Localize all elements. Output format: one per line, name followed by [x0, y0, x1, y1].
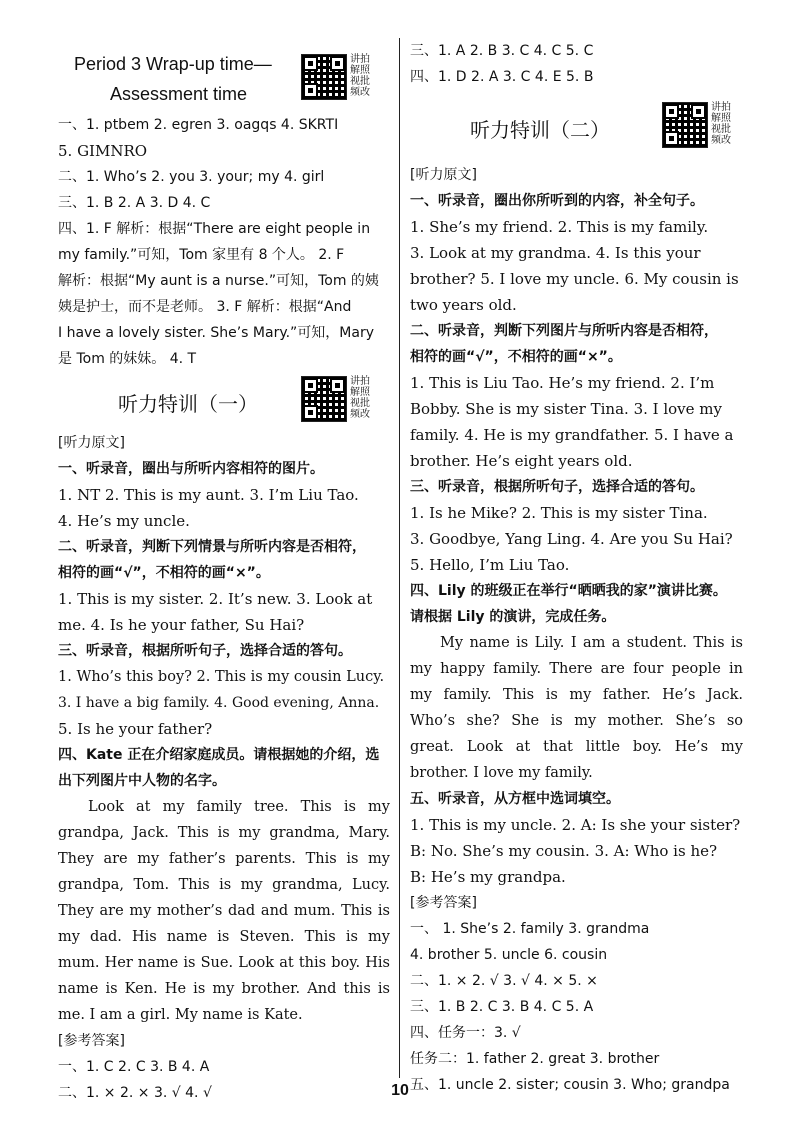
- qr-note: 讲拍解照视批频改: [350, 376, 370, 420]
- answer-tag: [参考答案]: [58, 1033, 125, 1049]
- right-column: [410, 38, 743, 1098]
- answer-line: 四、1. F 解析：根据“There are eight people in: [58, 221, 371, 237]
- answer-line: 三、1. A 2. B 3. C 4. C 5. C: [410, 43, 594, 59]
- transcript-line: me. 4. Is he your father, Su Hai?: [58, 616, 305, 634]
- answer-line: 二、1. × 2. × 3. √ 4. √: [58, 1085, 212, 1101]
- question-heading: 相符的画“√”，不相符的画“×”。: [410, 349, 622, 365]
- transcript-line: 1. This is my uncle. 2. A: Is she your sister?: [410, 816, 741, 834]
- transcript-line: 3. Goodbye, Yang Ling. 4. Are you Su Hai?: [410, 530, 733, 548]
- transcript-line: B: No. She’s my cousin. 3. A: Who is he?: [410, 842, 718, 860]
- answer-line: 三、1. B 2. C 3. B 4. C 5. A: [410, 999, 594, 1015]
- answer-line: 4. brother 5. uncle 6. cousin: [410, 947, 608, 963]
- transcript-line: 1. This is Liu Tao. He’s my friend. 2. I’m: [410, 374, 715, 392]
- answer-line: 四、1. D 2. A 3. C 4. E 5. B: [410, 69, 594, 85]
- page-number: 10: [391, 1082, 409, 1099]
- question-heading: 请根据 Lily 的演讲，完成任务。: [410, 609, 616, 625]
- question-heading: 四、Kate 正在介绍家庭成员。请根据她的介绍，选: [58, 747, 380, 763]
- answer-line: 五、1. uncle 2. sister; cousin 3. Who; grandpa: [410, 1077, 730, 1093]
- answer-line: 二、1. × 2. √ 3. √ 4. × 5. ×: [410, 973, 598, 989]
- column-divider: [399, 38, 400, 1078]
- question-heading: 一、听录音，圈出你所听到的内容，补全句子。: [410, 193, 704, 209]
- qr-code-icon[interactable]: [301, 376, 347, 422]
- transcript-line: 1. This is my sister. 2. It’s new. 3. Look at: [58, 590, 373, 608]
- transcript-line: brother. He’s eight years old.: [410, 452, 633, 470]
- answer-line: 二、1. Who’s 2. you 3. your; my 4. girl: [58, 169, 325, 185]
- answer-line: 任务二：1. father 2. great 3. brother: [410, 1051, 660, 1067]
- answer-line: my family.”可知，Tom 家里有 8 个人。 2. F: [58, 247, 345, 263]
- passage: Look at my family tree. This is my grandpa, Jack. This is my grandma, Mary. They are my father’s parents. This is my grandpa, Tom. This is my grandma, Lucy. They are my mother’s dad and mum. This is my dad. His name is Steven. This is my mum. Her name is Sue. Look at this boy. His name is Ken. He is my brother. And this is me. I am a girl. My name is Kate.: [58, 799, 390, 1023]
- transcript-line: Bobby. She is my sister Tina. 3. I love my: [410, 400, 722, 418]
- period-title-block: [58, 38, 390, 112]
- transcript-line: family. 4. He is my grandfather. 5. I have a: [410, 426, 734, 444]
- question-heading: 三、听录音，根据所听句子，选择合适的答句。: [410, 479, 704, 495]
- original-text-tag: [听力原文]: [410, 167, 477, 183]
- question-heading: 出下列图片中人物的名字。: [58, 773, 226, 789]
- qr-code-icon[interactable]: [301, 54, 347, 100]
- answer-line: I have a lovely sister. She’s Mary.”可知，Mary: [58, 325, 375, 341]
- left-column: [58, 38, 390, 1106]
- question-heading: 相符的画“√”，不相符的画“×”。: [58, 565, 270, 581]
- question-heading: 二、听录音，判断下列情景与所听内容是否相符，: [58, 539, 366, 555]
- qr-note: 讲拍解照视批频改: [350, 54, 370, 98]
- answer-tag: [参考答案]: [410, 895, 477, 911]
- transcript-line: 3. Look at my grandma. 4. Is this your: [410, 244, 701, 262]
- transcript-line: 3. I have a big family. 4. Good evening, Anna.: [58, 695, 380, 711]
- transcript-line: 1. NT 2. This is my aunt. 3. I’m Liu Tao.: [58, 486, 359, 504]
- period-title: Period 3 Wrap-up time—: [74, 54, 272, 74]
- original-text-tag: [听力原文]: [58, 435, 125, 451]
- question-heading: 四、Lily 的班级正在举行“晒晒我的家”演讲比赛。: [410, 583, 727, 599]
- question-heading: 五、听录音，从方框中选词填空。: [410, 791, 620, 807]
- answer-line: 是 Tom 的妹妹。 4. T: [58, 351, 197, 367]
- answer-line: 三、1. B 2. A 3. D 4. C: [58, 195, 211, 211]
- transcript-line: 4. He’s my uncle.: [58, 512, 190, 530]
- section-title-block: [58, 372, 390, 430]
- passage: My name is Lily. I am a student. This is my happy family. There are four people in my family. This is my father. He’s Jack. Who’s she? She is my mother. She’s so great. Look at that little boy. He’s my brother. I love my family.: [410, 635, 743, 781]
- answer-line: 一、1. C 2. C 3. B 4. A: [58, 1059, 210, 1075]
- transcript-line: 5. Is he your father?: [58, 720, 213, 738]
- transcript-line: 1. She’s my friend. 2. This is my family.: [410, 218, 709, 236]
- question-heading: 一、听录音，圈出与所听内容相符的图片。: [58, 461, 324, 477]
- section-title-block: [410, 90, 743, 162]
- section-title: 听力特训（二）: [470, 118, 610, 142]
- section-title: 听力特训（一）: [118, 392, 258, 416]
- question-heading: 三、听录音，根据所听句子，选择合适的答句。: [58, 643, 352, 659]
- transcript-line: 1. Who’s this boy? 2. This is my cousin Lucy.: [58, 669, 385, 685]
- qr-note: 讲拍解照视批频改: [711, 102, 731, 146]
- period-subtitle: Assessment time: [110, 84, 248, 104]
- answer-line: 姨是护士，而不是老师。 3. F 解析：根据“And: [58, 299, 352, 315]
- question-heading: 二、听录音，判断下列图片与所听内容是否相符，: [410, 323, 718, 339]
- transcript-line: 1. Is he Mike? 2. This is my sister Tina.: [410, 504, 708, 522]
- answer-line: 一、1. ptbem 2. egren 3. oagqs 4. SKRTI: [58, 117, 339, 133]
- transcript-line: two years old.: [410, 296, 517, 314]
- transcript-line: 5. Hello, I’m Liu Tao.: [410, 556, 570, 574]
- answer-line: 解析：根据“My aunt is a nurse.”可知，Tom 的姨: [58, 273, 379, 289]
- qr-code-icon[interactable]: [662, 102, 708, 148]
- transcript-line: brother? 5. I love my uncle. 6. My cousin is: [410, 270, 739, 288]
- answer-line: 四、任务一：3. √: [410, 1025, 521, 1041]
- answer-line: 一、 1. She’s 2. family 3. grandma: [410, 921, 650, 937]
- answer-line: 5. GIMNRO: [58, 142, 148, 160]
- transcript-line: B: He’s my grandpa.: [410, 868, 566, 886]
